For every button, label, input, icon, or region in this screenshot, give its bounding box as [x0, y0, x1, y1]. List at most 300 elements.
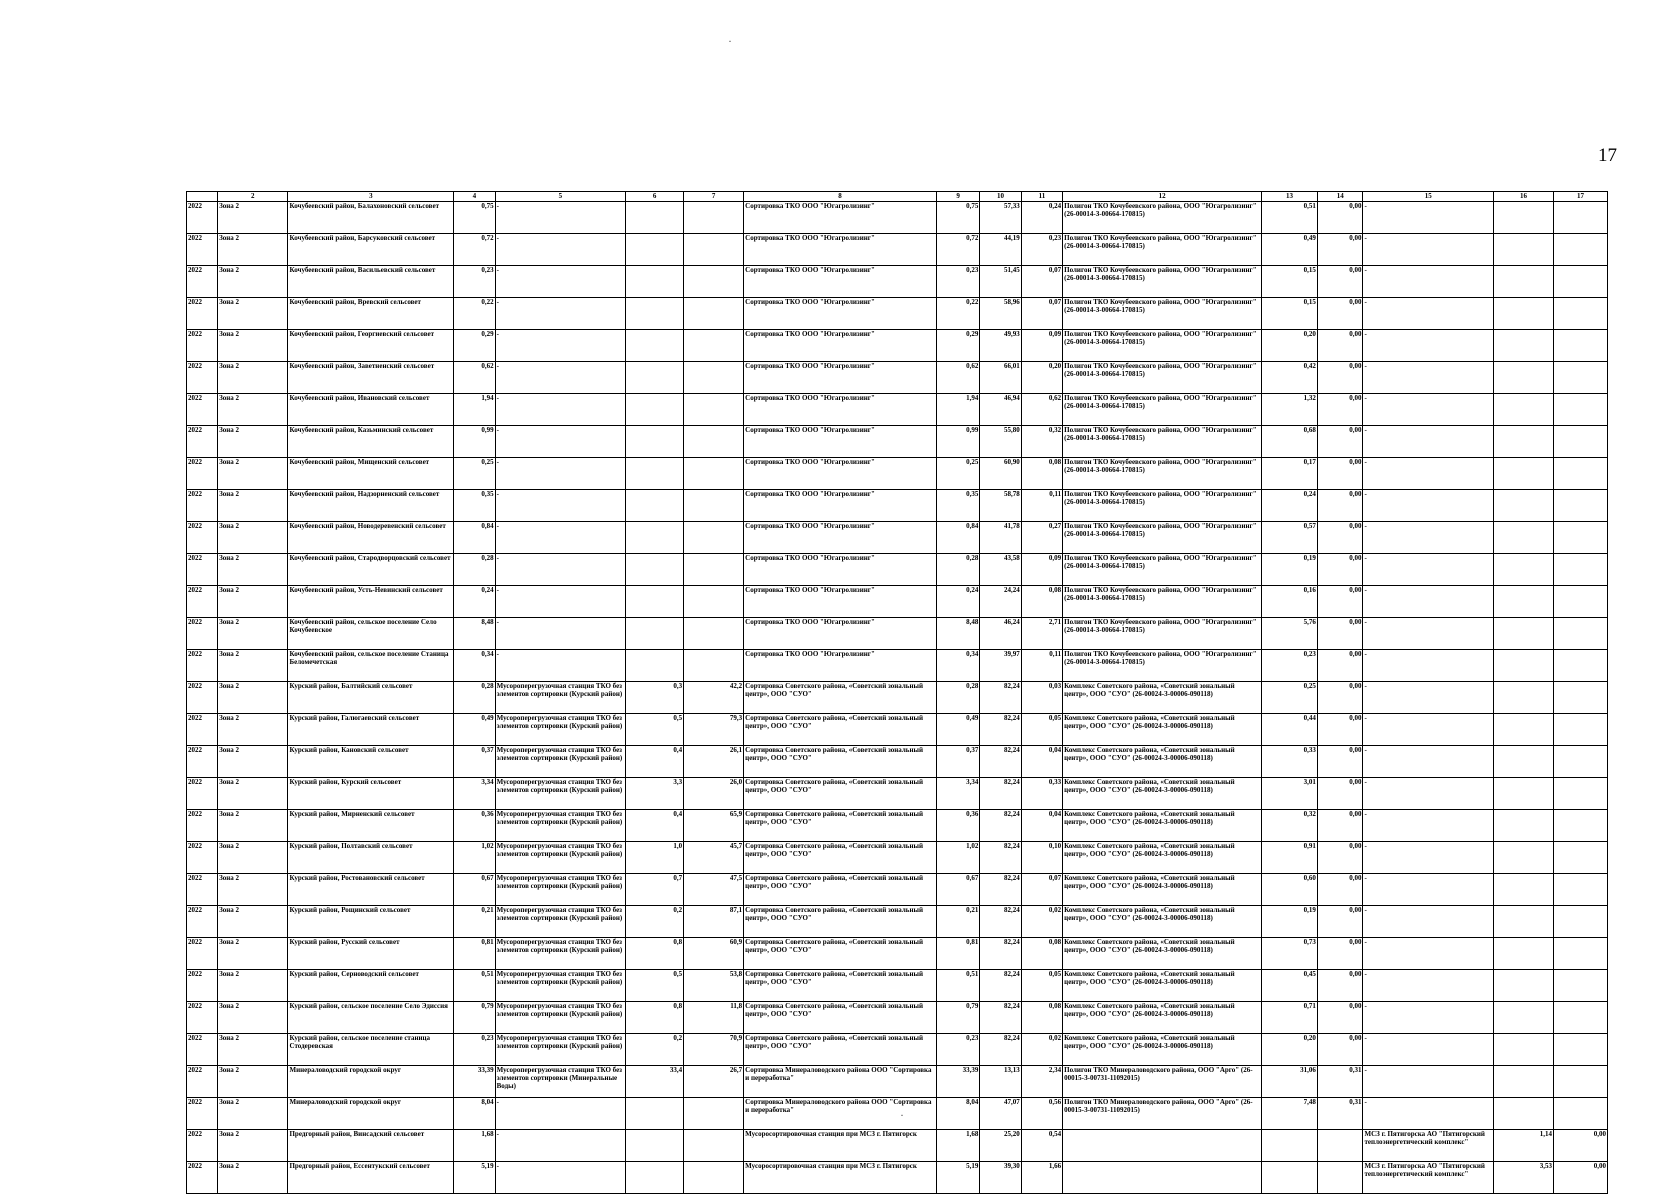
table-cell: 82,24 — [980, 714, 1021, 746]
table-cell: 0,36 — [454, 810, 495, 842]
table-cell: - — [495, 266, 626, 298]
table-cell — [1493, 1066, 1553, 1098]
table-cell: 60,9 — [684, 938, 744, 970]
table-cell: Зона 2 — [218, 330, 288, 362]
table-cell — [1554, 714, 1608, 746]
column-number-cell: 3 — [288, 192, 454, 202]
table-cell: 0,62 — [1021, 394, 1062, 426]
table-cell: 45,7 — [684, 842, 744, 874]
table-cell: 3,34 — [936, 778, 980, 810]
table-cell: 0,56 — [1021, 1098, 1062, 1130]
table-cell: 0,21 — [454, 906, 495, 938]
table-cell: Кочубеевский район, Мищенский сельсовет — [288, 458, 454, 490]
table-cell — [684, 362, 744, 394]
table-row — [187, 522, 1608, 554]
table-cell: Сортировка ТКО ООО "Югагролизинг" — [744, 522, 937, 554]
table-cell: 0,23 — [454, 1034, 495, 1066]
table-cell: 26,7 — [684, 1066, 744, 1098]
table-cell: Сортировка ТКО ООО "Югагролизинг" — [744, 298, 937, 330]
table-cell: Зона 2 — [218, 522, 288, 554]
table-cell: 0,00 — [1317, 778, 1363, 810]
table-row — [187, 906, 1608, 938]
table-cell — [1554, 554, 1608, 586]
table-cell — [1554, 394, 1608, 426]
table-cell: 0,25 — [454, 458, 495, 490]
table-row — [187, 298, 1608, 330]
table-cell: 1,68 — [936, 1130, 980, 1162]
table-cell: 24,24 — [980, 586, 1021, 618]
table-cell: 0,44 — [1262, 714, 1318, 746]
table-cell: 13,13 — [980, 1066, 1021, 1098]
table-cell: Зона 2 — [218, 746, 288, 778]
table-cell: Полигон ТКО Кочубеевского района, ООО "Югагролизинг" (26-00014-З-00664-170815) — [1063, 650, 1262, 682]
table-cell: - — [1363, 714, 1494, 746]
table-cell: 0,00 — [1317, 586, 1363, 618]
table-row — [187, 1034, 1608, 1066]
waste-flow-table — [186, 191, 1608, 1194]
table-cell: Минераловодский городской округ — [288, 1066, 454, 1098]
table-cell: 0,62 — [454, 362, 495, 394]
table-cell: 82,24 — [980, 778, 1021, 810]
table-cell: - — [1363, 682, 1494, 714]
table-cell: 1,02 — [936, 842, 980, 874]
column-number-cell: 12 — [1063, 192, 1262, 202]
table-cell: Кочубеевский район, Георгиевский сельсовет — [288, 330, 454, 362]
column-number-cell: 6 — [626, 192, 684, 202]
column-number-cell: 17 — [1554, 192, 1608, 202]
table-cell: Мусороперегрузочная станция ТКО без элементов сортировки (Курский район) — [495, 938, 626, 970]
column-number-cell: 9 — [936, 192, 980, 202]
table-cell: 2022 — [187, 1162, 218, 1194]
table-cell: Кочубеевский район, сельское поселение Станица Беломечетская — [288, 650, 454, 682]
table-cell: 2022 — [187, 234, 218, 266]
column-number-cell: 4 — [454, 192, 495, 202]
table-cell: Кочубеевский район, Новодеревенский сельсовет — [288, 522, 454, 554]
table-row — [187, 490, 1608, 522]
table-cell: Зона 2 — [218, 586, 288, 618]
table-cell: 2022 — [187, 586, 218, 618]
table-cell — [684, 554, 744, 586]
table-cell: 0,4 — [626, 746, 684, 778]
table-cell: Зона 2 — [218, 1130, 288, 1162]
table-cell — [684, 490, 744, 522]
table-cell — [684, 618, 744, 650]
table-cell: 0,32 — [1262, 810, 1318, 842]
table-cell — [626, 394, 684, 426]
table-cell: - — [1363, 234, 1494, 266]
table-cell: 0,00 — [1317, 970, 1363, 1002]
table-cell: 43,58 — [980, 554, 1021, 586]
table-cell: 0,33 — [1021, 778, 1062, 810]
table-cell — [1554, 874, 1608, 906]
table-cell — [1493, 906, 1553, 938]
table-cell: Сортировка Советского района, «Советский зональный центр», ООО "СУО" — [744, 746, 937, 778]
column-number-cell: 11 — [1021, 192, 1062, 202]
table-row — [187, 362, 1608, 394]
table-cell — [626, 1098, 684, 1130]
table-cell: 8,04 — [454, 1098, 495, 1130]
table-row — [187, 458, 1608, 490]
table-cell — [626, 266, 684, 298]
table-cell — [1554, 426, 1608, 458]
table-cell: Зона 2 — [218, 682, 288, 714]
table-cell: 1,0 — [626, 842, 684, 874]
table-cell: - — [495, 1098, 626, 1130]
table-cell: 0,00 — [1317, 362, 1363, 394]
table-cell: 26,1 — [684, 746, 744, 778]
table-cell: 0,08 — [1021, 586, 1062, 618]
table-cell: Сортировка Советского района, «Советский зональный центр», ООО "СУО" — [744, 874, 937, 906]
table-cell: Кочубеевский район, Барсуковский сельсовет — [288, 234, 454, 266]
table-cell — [1317, 1162, 1363, 1194]
table-cell: Минераловодский городской округ — [288, 1098, 454, 1130]
table-cell: - — [495, 330, 626, 362]
table-cell: Кочубеевский район, Балахоновский сельсовет — [288, 202, 454, 234]
table-cell: - — [1363, 362, 1494, 394]
table-cell: 0,49 — [454, 714, 495, 746]
table-cell: 39,97 — [980, 650, 1021, 682]
table-cell: Сортировка ТКО ООО "Югагролизинг" — [744, 650, 937, 682]
table-row — [187, 746, 1608, 778]
table-cell: Полигон ТКО Кочубеевского района, ООО "Югагролизинг" (26-00014-З-00664-170815) — [1063, 234, 1262, 266]
table-cell: 26,0 — [684, 778, 744, 810]
table-body — [187, 202, 1608, 1194]
table-cell: 0,00 — [1554, 1162, 1608, 1194]
table-cell — [626, 330, 684, 362]
table-cell: Зона 2 — [218, 426, 288, 458]
table-cell: Комплекс Советского района, «Советский зональный центр», ООО "СУО" (26-00024-З-00006-090118) — [1063, 874, 1262, 906]
table-cell: Кочубеевский район, Казьминский сельсовет — [288, 426, 454, 458]
table-row — [187, 1098, 1608, 1130]
table-cell: 0,49 — [1262, 234, 1318, 266]
column-number-cell: 7 — [684, 192, 744, 202]
table-cell: 0,24 — [1262, 490, 1318, 522]
table-cell: 0,29 — [936, 330, 980, 362]
table-row — [187, 778, 1608, 810]
table-cell: 11,8 — [684, 1002, 744, 1034]
table-cell: - — [495, 586, 626, 618]
table-cell: 0,28 — [454, 554, 495, 586]
table-cell: Сортировка Советского района, «Советский зональный центр», ООО "СУО" — [744, 842, 937, 874]
table-cell — [1554, 586, 1608, 618]
table-cell: 82,24 — [980, 938, 1021, 970]
table-cell: - — [1363, 746, 1494, 778]
table-cell: Комплекс Советского района, «Советский зональный центр», ООО "СУО" (26-00024-З-00006-090118) — [1063, 1034, 1262, 1066]
table-cell — [1493, 330, 1553, 362]
table-cell: Курский район, Серноводский сельсовет — [288, 970, 454, 1002]
table-cell: Сортировка ТКО ООО "Югагролизинг" — [744, 426, 937, 458]
table-cell: Комплекс Советского района, «Советский зональный центр», ООО "СУО" (26-00024-З-00006-090118) — [1063, 810, 1262, 842]
table-cell: Мусороперегрузочная станция ТКО без элементов сортировки (Курский район) — [495, 906, 626, 938]
table-cell: 2022 — [187, 906, 218, 938]
table-cell — [1493, 938, 1553, 970]
table-cell: - — [1363, 202, 1494, 234]
table-cell: 0,08 — [1021, 1002, 1062, 1034]
table-cell: 0,00 — [1317, 874, 1363, 906]
table-cell: 0,22 — [936, 298, 980, 330]
table-cell: 0,09 — [1021, 554, 1062, 586]
table-cell: 0,33 — [1262, 746, 1318, 778]
table-row — [187, 874, 1608, 906]
table-cell — [1554, 810, 1608, 842]
table-cell: 0,07 — [1021, 298, 1062, 330]
table-cell: Зона 2 — [218, 842, 288, 874]
table-cell: Сортировка Советского района, «Советский зональный центр», ООО "СУО" — [744, 682, 937, 714]
table-cell: Зона 2 — [218, 1162, 288, 1194]
table-cell: 79,3 — [684, 714, 744, 746]
table-cell: - — [1363, 906, 1494, 938]
table-cell — [626, 426, 684, 458]
table-cell: Предгорный район, Ессентукский сельсовет — [288, 1162, 454, 1194]
table-cell: 0,15 — [1262, 266, 1318, 298]
table-cell — [1554, 938, 1608, 970]
table-cell: Полигон ТКО Кочубеевского района, ООО "Югагролизинг" (26-00014-З-00664-170815) — [1063, 298, 1262, 330]
table-cell: Зона 2 — [218, 554, 288, 586]
table-cell: 41,78 — [980, 522, 1021, 554]
table-cell — [1493, 874, 1553, 906]
table-cell: 0,99 — [454, 426, 495, 458]
table-row — [187, 970, 1608, 1002]
table-cell: Зона 2 — [218, 202, 288, 234]
table-cell: 0,29 — [454, 330, 495, 362]
table-cell: Сортировка ТКО ООО "Югагролизинг" — [744, 394, 937, 426]
table-cell: 2022 — [187, 490, 218, 522]
table-cell: 1,14 — [1493, 1130, 1553, 1162]
table-cell: 82,24 — [980, 1002, 1021, 1034]
table-cell: - — [495, 458, 626, 490]
table-cell: Мусороперегрузочная станция ТКО без элементов сортировки (Курский район) — [495, 842, 626, 874]
table-cell — [1554, 650, 1608, 682]
table-cell: Комплекс Советского района, «Советский зональный центр», ООО "СУО" (26-00024-З-00006-090118) — [1063, 746, 1262, 778]
table-cell: 57,33 — [980, 202, 1021, 234]
table-cell — [1554, 1098, 1608, 1130]
table-cell: 2022 — [187, 266, 218, 298]
table-row — [187, 618, 1608, 650]
table-cell — [1554, 906, 1608, 938]
table-cell: 0,04 — [1021, 746, 1062, 778]
table-cell: 0,51 — [1262, 202, 1318, 234]
table-cell: Сортировка ТКО ООО "Югагролизинг" — [744, 554, 937, 586]
table-cell: 87,1 — [684, 906, 744, 938]
table-cell: 0,81 — [936, 938, 980, 970]
table-cell: 7,48 — [1262, 1098, 1318, 1130]
table-cell: 66,01 — [980, 362, 1021, 394]
table-cell: Кочубеевский район, Васильевский сельсовет — [288, 266, 454, 298]
table-cell: Сортировка ТКО ООО "Югагролизинг" — [744, 234, 937, 266]
table-cell — [1493, 842, 1553, 874]
table-cell — [1493, 810, 1553, 842]
column-number-row — [187, 192, 1608, 202]
table-cell: 3,34 — [454, 778, 495, 810]
table-cell: Кочубеевский район, Заветненский сельсовет — [288, 362, 454, 394]
table-cell: Полигон ТКО Кочубеевского района, ООО "Югагролизинг" (26-00014-З-00664-170815) — [1063, 202, 1262, 234]
table-cell: 0,00 — [1317, 842, 1363, 874]
table-cell: 0,36 — [936, 810, 980, 842]
table-cell: 0,21 — [936, 906, 980, 938]
table-cell: 0,07 — [1021, 874, 1062, 906]
table-cell: 2022 — [187, 1130, 218, 1162]
table-cell: - — [1363, 1066, 1494, 1098]
column-number-cell: 2 — [218, 192, 288, 202]
table-cell — [626, 554, 684, 586]
table-cell: 58,96 — [980, 298, 1021, 330]
table-cell — [626, 362, 684, 394]
table-row — [187, 1162, 1608, 1194]
table-cell: 0,24 — [454, 586, 495, 618]
table-cell: - — [1363, 1034, 1494, 1066]
table-cell — [1554, 202, 1608, 234]
table-cell: Сортировка Советского района, «Советский зональный центр», ООО "СУО" — [744, 906, 937, 938]
table-cell: Курский район, Полтавский сельсовет — [288, 842, 454, 874]
table-cell: Сортировка ТКО ООО "Югагролизинг" — [744, 490, 937, 522]
table-cell: Сортировка Советского района, «Советский зональный центр», ООО "СУО" — [744, 938, 937, 970]
table-cell: Зона 2 — [218, 1098, 288, 1130]
table-cell — [1063, 1130, 1262, 1162]
table-cell: 8,48 — [936, 618, 980, 650]
table-cell: 0,28 — [454, 682, 495, 714]
table-cell: 1,68 — [454, 1130, 495, 1162]
table-cell — [1554, 970, 1608, 1002]
table-cell: Кочубеевский район, Ивановский сельсовет — [288, 394, 454, 426]
table-cell: 0,79 — [454, 1002, 495, 1034]
table-cell: 2022 — [187, 778, 218, 810]
table-cell: 0,05 — [1021, 970, 1062, 1002]
table-cell: Комплекс Советского района, «Советский зональный центр», ООО "СУО" (26-00024-З-00006-090118) — [1063, 714, 1262, 746]
table-cell: 53,8 — [684, 970, 744, 1002]
table-cell: 0,00 — [1317, 906, 1363, 938]
table-cell: 0,00 — [1317, 202, 1363, 234]
table-cell — [1063, 1162, 1262, 1194]
table-row — [187, 202, 1608, 234]
table-cell: 0,00 — [1317, 266, 1363, 298]
table-cell: 0,67 — [454, 874, 495, 906]
table-cell: Зона 2 — [218, 778, 288, 810]
table-cell: 2022 — [187, 874, 218, 906]
table-cell: 0,62 — [936, 362, 980, 394]
table-cell — [1493, 1098, 1553, 1130]
table-cell: 0,79 — [936, 1002, 980, 1034]
table-cell — [1554, 522, 1608, 554]
table-cell: Мусороперегрузочная станция ТКО без элементов сортировки (Курский район) — [495, 778, 626, 810]
table-cell: Предгорный район, Винсадский сельсовет — [288, 1130, 454, 1162]
table-cell: - — [495, 426, 626, 458]
table-cell: 2022 — [187, 746, 218, 778]
table-cell: 0,03 — [1021, 682, 1062, 714]
table-cell — [1554, 490, 1608, 522]
table-cell: Полигон ТКО Кочубеевского района, ООО "Югагролизинг" (26-00014-З-00664-170815) — [1063, 458, 1262, 490]
table-cell: - — [1363, 330, 1494, 362]
table-cell: 1,32 — [1262, 394, 1318, 426]
table-cell: 0,8 — [626, 1002, 684, 1034]
table-cell: 2022 — [187, 362, 218, 394]
table-cell: Полигон ТКО Кочубеевского района, ООО "Югагролизинг" (26-00014-З-00664-170815) — [1063, 394, 1262, 426]
table-cell: 0,57 — [1262, 522, 1318, 554]
table-cell: Зона 2 — [218, 1002, 288, 1034]
table-cell — [684, 458, 744, 490]
table-cell — [684, 1098, 744, 1130]
table-cell: - — [1363, 490, 1494, 522]
table-cell: Мусороперегрузочная станция ТКО без элементов сортировки (Курский район) — [495, 714, 626, 746]
table-cell: 2022 — [187, 682, 218, 714]
table-cell: 5,19 — [936, 1162, 980, 1194]
table-cell: - — [1363, 778, 1494, 810]
table-cell: 0,00 — [1317, 554, 1363, 586]
table-cell: 0,91 — [1262, 842, 1318, 874]
table-cell: 0,81 — [454, 938, 495, 970]
table-cell: - — [495, 650, 626, 682]
table-cell — [1493, 1034, 1553, 1066]
table-cell: 0,35 — [454, 490, 495, 522]
table-cell: Зона 2 — [218, 458, 288, 490]
table-cell — [626, 586, 684, 618]
table-cell: Сортировка ТКО ООО "Югагролизинг" — [744, 266, 937, 298]
table-cell: Сортировка ТКО ООО "Югагролизинг" — [744, 586, 937, 618]
table-cell: 2022 — [187, 522, 218, 554]
table-cell: Кочубеевский район, Стародворцовский сельсовет — [288, 554, 454, 586]
table-cell: 0,72 — [936, 234, 980, 266]
table-cell: 58,78 — [980, 490, 1021, 522]
table-cell: 1,02 — [454, 842, 495, 874]
table-cell: 0,31 — [1317, 1066, 1363, 1098]
table-cell: Сортировка ТКО ООО "Югагролизинг" — [744, 362, 937, 394]
table-cell: 0,7 — [626, 874, 684, 906]
table-cell — [626, 650, 684, 682]
table-cell: Полигон ТКО Кочубеевского района, ООО "Югагролизинг" (26-00014-З-00664-170815) — [1063, 522, 1262, 554]
table-cell: 0,75 — [936, 202, 980, 234]
table-cell — [626, 522, 684, 554]
table-cell: 0,11 — [1021, 490, 1062, 522]
table-cell: 0,08 — [1021, 458, 1062, 490]
table-cell: Зона 2 — [218, 234, 288, 266]
table-cell: 2,34 — [1021, 1066, 1062, 1098]
table-cell: 0,00 — [1317, 234, 1363, 266]
table-cell — [684, 1130, 744, 1162]
table-cell: - — [1363, 970, 1494, 1002]
table-cell — [684, 202, 744, 234]
table-cell: 0,00 — [1317, 298, 1363, 330]
table-cell: 0,25 — [936, 458, 980, 490]
table-cell — [1554, 362, 1608, 394]
table-cell — [1493, 650, 1553, 682]
table-row — [187, 714, 1608, 746]
table-cell: Мусороперегрузочная станция ТКО без элементов сортировки (Курский район) — [495, 874, 626, 906]
table-cell: - — [495, 1162, 626, 1194]
table-cell: Кочубеевский район, сельское поселение Село Кочубеевское — [288, 618, 454, 650]
table-cell: 0,20 — [1262, 330, 1318, 362]
table-row — [187, 1130, 1608, 1162]
table-cell — [1493, 682, 1553, 714]
table-cell: Курский район, Балтийский сельсовет — [288, 682, 454, 714]
table-cell: Сортировка ТКО ООО "Югагролизинг" — [744, 202, 937, 234]
table-cell: 0,00 — [1317, 618, 1363, 650]
table-cell: Полигон ТКО Кочубеевского района, ООО "Югагролизинг" (26-00014-З-00664-170815) — [1063, 618, 1262, 650]
table-row — [187, 650, 1608, 682]
table-cell — [1554, 458, 1608, 490]
table-cell: 0,00 — [1317, 394, 1363, 426]
table-cell: 0,5 — [626, 714, 684, 746]
table-cell: 0,00 — [1317, 810, 1363, 842]
table-cell: Сортировка ТКО ООО "Югагролизинг" — [744, 618, 937, 650]
table-cell: - — [1363, 618, 1494, 650]
table-cell — [1317, 1130, 1363, 1162]
table-cell: 0,23 — [1021, 234, 1062, 266]
table-cell — [1554, 330, 1608, 362]
table-cell: 60,90 — [980, 458, 1021, 490]
table-cell: 2022 — [187, 330, 218, 362]
table-cell: - — [1363, 650, 1494, 682]
table-cell: Курский район, сельское поселение Село Эдиссия — [288, 1002, 454, 1034]
table-cell: 0,00 — [1317, 426, 1363, 458]
